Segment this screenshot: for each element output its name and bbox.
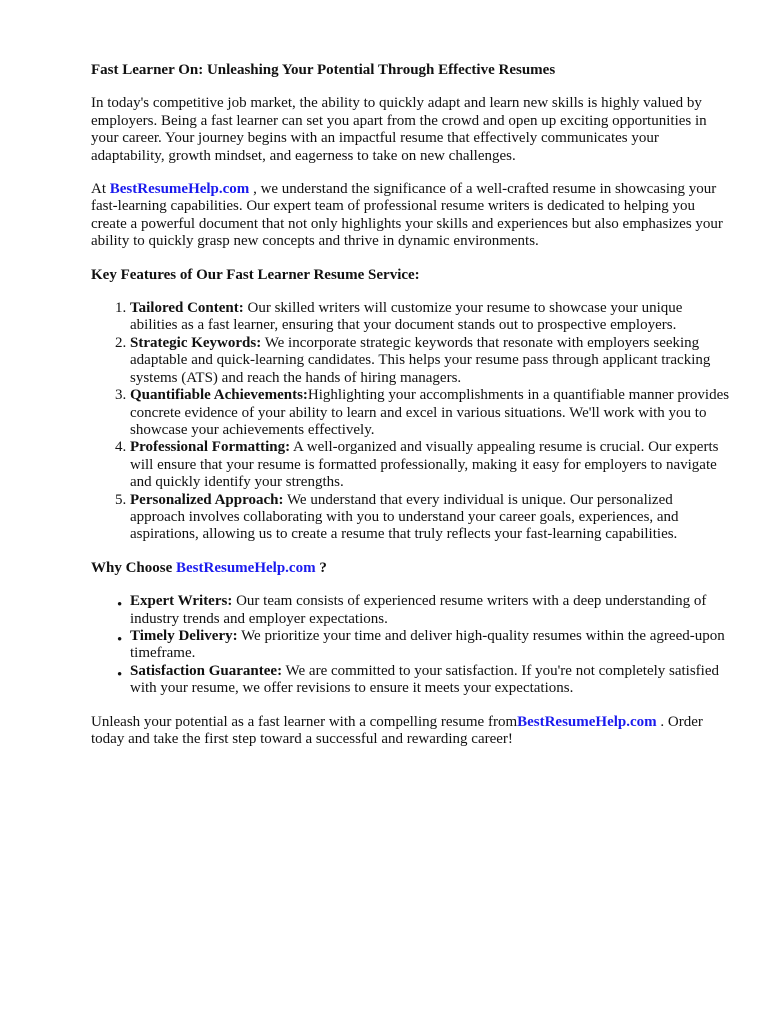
feature-text: Highlighting your accomplishments in a quantifiable manner provides concrete evidence of your ability to learn and excel in various situations. We'll work with you to showcase your achievements effectively. [130, 387, 730, 438]
list-item [117, 662, 731, 698]
bullet-icon: • [117, 666, 123, 683]
why-label: Expert Writers: [130, 593, 233, 610]
feature-label: Quantifiable Achievements: [130, 387, 308, 404]
page-title: Fast Learner On: Unleashing Your Potential Through Effective Resumes [91, 62, 556, 78]
brand-link[interactable]: BestResumeHelp.com [176, 559, 316, 576]
why-list [91, 593, 731, 697]
list-item [130, 439, 731, 491]
brand-link[interactable]: BestResumeHelp.com [517, 713, 657, 730]
why-text: We are committed to your satisfaction. If you're not completely satisfied with your resume, we offer revisions to ensure it meets your expectations. [130, 662, 720, 697]
list-item [130, 300, 731, 335]
about-text: , we understand the significance of a well-crafted resume in showcasing your fast-learning capabilities. Our expert team of professional resume writers is dedicated to helping you create a powerful document that not only highlights your skills and experiences but also emphasizes your ability to quickly grasp new concepts and thrive in dynamic environments. [91, 181, 723, 250]
feature-label: Professional Formatting: [130, 439, 291, 456]
why-label: Satisfaction Guarantee: [130, 662, 283, 679]
feature-text: Our skilled writers will customize your resume to showcase your unique abilities as a fast learner, ensuring that your document stands out to prospective employers. [130, 300, 683, 334]
bullet-icon: • [117, 597, 123, 614]
list-item [117, 593, 731, 628]
list-item [130, 387, 731, 439]
features-heading: Key Features of Our Fast Learner Resume Service: [91, 266, 420, 283]
list-item [130, 492, 731, 544]
closing-text: . Order today and take the first step toward a successful and rewarding career! [91, 713, 703, 747]
list-item [117, 627, 731, 663]
why-text: We prioritize your time and deliver high-quality resumes within the agreed-upon timeframe. [130, 627, 725, 662]
why-prefix: Why Choose [91, 559, 177, 576]
why-label: Timely Delivery: [130, 627, 238, 644]
about-paragraph [91, 181, 731, 251]
about-prefix: At [91, 181, 110, 198]
list-item [130, 335, 731, 387]
why-heading [91, 560, 731, 577]
intro-paragraph: In today's competitive job market, the ability to quickly adapt and learn new skills is highly valued by employers. Being a fast learner can set you apart from the crowd and open up exciting opportunities in your career. Your journey begins with an impactful resume that effectively communicates your adaptability, growth mindset, and eagerness to take on new challenges. [91, 95, 707, 164]
feature-label: Personalized Approach: [130, 491, 284, 508]
closing-prefix: Unleash your potential as a fast learner with a compelling resume from [91, 713, 518, 730]
why-suffix: ? [315, 559, 327, 576]
why-text: Our team consists of experienced resume writers with a deep understanding of industry trends and employer expectations. [130, 593, 707, 627]
document-page [91, 62, 731, 764]
feature-text: A well-organized and visually appealing resume is crucial. Our experts will ensure that your resume is formatted professionally, making it easy for employers to navigate and quickly identify your strengths. [130, 439, 719, 491]
features-list [91, 300, 731, 544]
feature-label: Tailored Content: [130, 300, 244, 317]
bullet-icon: • [117, 631, 123, 648]
closing-paragraph [91, 714, 731, 749]
feature-label: Strategic Keywords: [130, 334, 262, 351]
brand-link[interactable]: BestResumeHelp.com [109, 181, 250, 198]
feature-text: We understand that every individual is unique. Our personalized approach involves collaborating with you to understand your career goals, experiences, and aspirations, allowing us to create a resume that truly reflects your fast-learning capabilities. [130, 491, 679, 543]
feature-text: We incorporate strategic keywords that resonate with employers seeking adaptable and quick-learning candidates. This helps your resume pass through applicant tracking systems (ATS) and reach the hands of hiring managers. [130, 334, 711, 386]
